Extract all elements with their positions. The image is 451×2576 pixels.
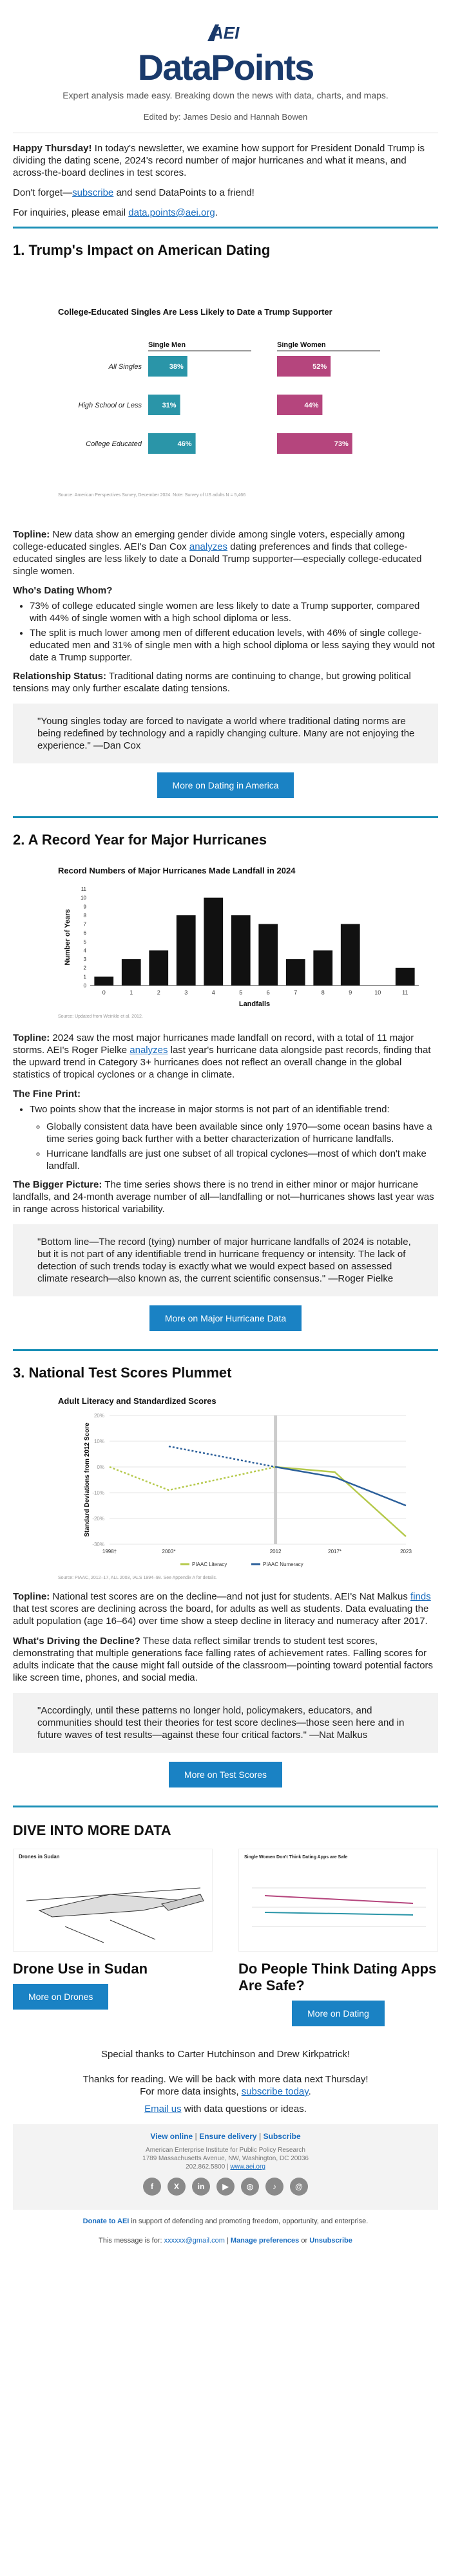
recipient-line: This message is for: xxxxxx@gmail.com | Manage preferences or Unsubscribe (99, 2237, 352, 2245)
dating-chart (13, 270, 438, 521)
topline-text-a: New data show an emerging gender divide among single voters, especially among college-educated singles. AEI's Dan Cox (13, 529, 405, 552)
series-line-dotted (169, 1446, 276, 1467)
topline-text-b: last year's hurricane data alongside past records, finding that the upward trend in Category 3+ hurricanes does not reflect an overall change in the global statistics of tropical cyclones or a change in climate. (13, 1045, 431, 1080)
youtube-icon[interactable]: ▶ (216, 2178, 235, 2196)
more-item-dating-apps (238, 1849, 438, 2026)
topline-label: Topline: (13, 1032, 50, 1043)
forward-suffix: and send DataPoints to a friend! (113, 187, 254, 198)
chart-title: Record Numbers of Major Hurricanes Made Landfall in 2024 (58, 866, 296, 875)
linkedin-icon[interactable]: in (192, 2178, 210, 2196)
footer-links: View online | Ensure delivery | Subscribe (150, 2132, 301, 2141)
data-label: 31% (162, 402, 177, 409)
series-line (276, 1467, 406, 1506)
more-data-grid (13, 1849, 438, 2026)
social-icons (13, 2178, 438, 2196)
list-item: • 73% of college educated single women are less likely to date a Trump supporter, compared with 44% of single women with a high school diploma or less. (30, 600, 438, 624)
facebook-icon[interactable]: f (143, 2178, 161, 2196)
donate-text: in support of defending and promoting freedom, opportunity, and enterprise. (129, 2217, 369, 2225)
legend-label: PIAAC Numeracy (263, 1562, 303, 1567)
bar (231, 915, 251, 985)
y-tick-label: 0% (97, 1464, 104, 1470)
aei-logo-icon (206, 22, 251, 44)
pielke-quote: "Bottom line—The record (tying) number of major hurricane landfalls of 2024 is notable, but it is not part of any identifiable trend in hurricane frequency or intensity. The lack of detection of such trends today is exactly what we would expect based on assessed climate research—also known as, the current scientific consensus." —Roger Pielke (13, 1224, 438, 1296)
bigger-picture (13, 1179, 438, 1215)
footer-subscribe-link[interactable]: Subscribe (263, 2132, 301, 2141)
hurricane-chart-svg (13, 857, 438, 1024)
x-tick-label: 2012 (269, 1549, 282, 1554)
tagline: Expert analysis made easy. Breaking down the news with data, charts, and maps. (62, 90, 389, 100)
y-tick-label: 2 (83, 965, 86, 971)
section-2-title: 2. A Record Year for Major Hurricanes (13, 832, 267, 848)
bullet-main-text: Two points show that the increase in major storms is not part of an identifiable trend: (30, 1104, 390, 1115)
driving-decline (13, 1635, 438, 1684)
x-tick-label: 0 (102, 989, 106, 996)
dating-apps-chart-icon (239, 1849, 437, 1951)
bar (177, 915, 196, 985)
x-tick-label: 11 (402, 989, 408, 996)
more-item-drones (13, 1849, 213, 2026)
subscribe-line (13, 2086, 438, 2098)
section-divider (13, 1806, 438, 1807)
chart-source: Source: Updated from Weinkle et al. 2012. (58, 1014, 143, 1019)
y-tick-label: 8 (83, 912, 86, 919)
dating-chart-svg (13, 270, 438, 521)
footer-site-link[interactable]: www.aei.org (230, 2163, 265, 2170)
y-tick-label: 5 (83, 938, 86, 945)
subscribe-suffix: . (308, 2086, 311, 2097)
thumb-title: Drones in Sudan (19, 1854, 60, 1860)
y-tick-label: 9 (83, 904, 86, 910)
x-tick-label: 2003* (162, 1549, 176, 1554)
x-tick-label: 3 (184, 989, 188, 996)
donate-line (13, 2217, 438, 2225)
data-label: 38% (169, 363, 184, 371)
closing (13, 2048, 438, 2115)
section-divider (13, 816, 438, 818)
subscribe-today-link[interactable]: subscribe today (241, 2086, 309, 2097)
recipient-prefix: This message is for: (99, 2237, 164, 2245)
series-label: Single Men (148, 341, 186, 349)
x-tick-label: 2017* (328, 1549, 342, 1554)
x-tick-label: 9 (349, 989, 352, 996)
y-tick-label: 3 (83, 957, 86, 963)
ensure-delivery-link[interactable]: Ensure delivery (199, 2132, 257, 2141)
subscribe-prefix: For more data insights, (140, 2086, 242, 2097)
x-tick-label: 2 (157, 989, 160, 996)
x-tick-label: 1 (130, 989, 133, 996)
x-twitter-icon[interactable]: X (168, 2178, 186, 2196)
test-scores-chart (13, 1390, 438, 1583)
tiktok-icon[interactable]: ♪ (265, 2178, 283, 2196)
section-1-topline (13, 528, 438, 577)
topline-label: Topline: (13, 1591, 50, 1602)
forward-paragraph (13, 187, 438, 199)
bigger-text: The time series shows there is no trend in either minor or major hurricane landfalls, and 24-month average number of all—landfalling or not—hurricanes shows last year was in range across historical variability. (13, 1179, 434, 1215)
footer-contact: 202.862.5800 | www.aei.org (186, 2163, 265, 2170)
data-label: 46% (177, 440, 192, 448)
y-tick-label: 1 (83, 974, 86, 980)
y-tick-label: -20% (92, 1516, 104, 1522)
section-divider (13, 1349, 438, 1351)
analyzes-link-2[interactable]: analyzes (130, 1045, 168, 1056)
more-drones-button[interactable]: More on Drones (13, 1984, 108, 2010)
cox-quote: "Young singles today are forced to navigate a world where traditional dating norms are being redefined by technology and a rapidly changing culture. Many are not enjoying the experience." —Dan Cox (13, 704, 438, 763)
topline-text-a: 2024 saw the most major hurricanes made landfall on record, with a total of 11 major storms. AEI's Roger Pielke (13, 1032, 414, 1056)
section-divider (13, 227, 438, 229)
x-tick-label: 8 (321, 989, 325, 996)
bigger-label: The Bigger Picture: (13, 1179, 102, 1190)
thumb-title: Single Women Don't Think Dating Apps are Safe (244, 1855, 348, 1860)
bar (396, 968, 415, 985)
x-tick-label: 7 (294, 989, 298, 996)
list-item: ◦ Hurricane landfalls are just one subset of all tropical cyclones—most of which don't make landfall. (46, 1148, 438, 1172)
editors-line: Edited by: James Desio and Hannah Bowen (143, 112, 308, 122)
drone-illustration-icon (14, 1849, 212, 1951)
footer-phone: 202.862.5800 (186, 2163, 225, 2170)
bar (313, 950, 332, 985)
brand-title: DataPoints (137, 47, 314, 88)
chart-source: Source: American Perspectives Survey, December 2024. Note: Survey of US adults N = 5,466 (58, 493, 246, 498)
category-label: All Singles (108, 363, 142, 371)
intro-paragraph (13, 142, 438, 179)
x-axis-label: Landfalls (238, 1000, 271, 1008)
brand-mark-text: AEI (211, 23, 240, 42)
bar (341, 924, 360, 985)
list-item: • The split is much lower among men of different education levels, with 46% of single college-educated men and 31% of single men with a high school diploma or less saying they would not date a Trump supporter. (30, 627, 438, 664)
x-tick-label: 5 (239, 989, 243, 996)
data-label: 52% (312, 363, 327, 371)
series-line (276, 1467, 406, 1536)
bar (286, 959, 305, 985)
series-label: Single Women (277, 341, 326, 349)
button-row (13, 1762, 438, 1787)
drones-thumbnail[interactable] (13, 1849, 213, 1952)
section-2-topline (13, 1032, 438, 1081)
email-us-suffix: with data questions or ideas. (181, 2104, 307, 2114)
more-data-title: DIVE INTO MORE DATA (13, 1822, 171, 1838)
category-label: College Educated (86, 440, 142, 448)
inquiries-prefix: For inquiries, please email (13, 207, 129, 218)
series-line-dotted (110, 1467, 276, 1490)
x-tick-label: 10 (374, 989, 381, 996)
topline-label: Topline: (13, 529, 50, 540)
thanks-reading: Thanks for reading. We will be back with more data next Thursday! (82, 2074, 369, 2085)
y-tick-label: -30% (92, 1542, 104, 1547)
threads-icon[interactable]: @ (290, 2178, 308, 2196)
more-test-scores-button[interactable]: More on Test Scores (169, 1762, 282, 1787)
unsubscribe-link[interactable]: Unsubscribe (309, 2237, 352, 2245)
button-row (13, 772, 438, 798)
bar (149, 950, 168, 985)
driving-text: These data reflect similar trends to student test scores, demonstrating that multiple generations face falling rates of achievement rates. Falling scores for adults indicate that the cause might fall outside of the classroom—pointing toward potential factors like screen time, phones, and social media. (13, 1636, 434, 1683)
inquiries-suffix: . (215, 207, 218, 218)
y-tick-label: 4 (83, 947, 86, 954)
button-row (13, 1305, 438, 1331)
button-row (238, 2001, 438, 2026)
x-tick-label: 4 (211, 989, 215, 996)
subscribe-link[interactable]: subscribe (72, 187, 114, 198)
section-2-bullets (13, 1103, 438, 1172)
y-axis-label: Standard Deviations from 2012 Score (84, 1423, 91, 1537)
footer-address: 1789 Massachusetts Avenue, NW, Washington, DC 20036 (142, 2155, 309, 2162)
greeting: Happy Thursday! (13, 143, 92, 154)
dating-apps-heading: Do People Think Dating Apps Are Safe? (238, 1961, 437, 1993)
category-label: High School or Less (78, 402, 142, 409)
driving-label: What's Driving the Decline? (13, 1636, 140, 1647)
fine-print-heading: The Fine Print: (13, 1088, 81, 1099)
finds-link[interactable]: finds (410, 1591, 431, 1602)
chart-source: Source: PIAAC, 2012–17, ALL 2003, IALS 1994–98. See Appendix A for details. (58, 1576, 217, 1580)
more-dating-button[interactable]: More on Dating in America (157, 772, 294, 798)
instagram-icon[interactable]: ◎ (241, 2178, 259, 2196)
malkus-quote: "Accordingly, until these patterns no longer hold, policymakers, educators, and communities should test their theories for test score declines—those seen here and in future waves of test results—against these four critical factors." —Nat Malkus (13, 1693, 438, 1753)
topline-text-a: National test scores are on the decline—and not just for students. AEI's Nat Malkus (50, 1591, 411, 1602)
y-tick-label: 10 (81, 895, 86, 901)
data-label: 44% (304, 402, 319, 409)
thanks-line: Special thanks to Carter Hutchinson and Drew Kirkpatrick! (101, 2049, 350, 2060)
y-tick-label: 20% (93, 1413, 104, 1419)
more-dating-apps-button[interactable]: More on Dating (292, 2001, 385, 2026)
who-heading: Who's Dating Whom? (13, 585, 113, 596)
email-body (13, 0, 438, 2245)
test-scores-chart-svg (13, 1390, 438, 1583)
chart-title: Adult Literacy and Standardized Scores (58, 1396, 216, 1406)
list-item: ◦ Globally consistent data have been available since only 1970—some ocean basins have a time series going back further with a better characterization of hurricane landfalls. (46, 1121, 438, 1145)
recipient-email: xxxxxx@gmail.com (164, 2237, 225, 2245)
x-tick-label: 1998† (102, 1549, 117, 1554)
section-3-title: 3. National Test Scores Plummet (13, 1365, 232, 1381)
intro (13, 142, 438, 219)
footer-org: American Enterprise Institute for Public Policy Research (146, 2147, 305, 2154)
y-tick-label: 7 (83, 921, 86, 928)
list-item (30, 1103, 438, 1172)
view-online-link[interactable]: View online (150, 2132, 193, 2141)
y-tick-label: 0 (83, 983, 86, 989)
manage-preferences-link[interactable]: Manage preferences (230, 2237, 300, 2245)
drones-heading: Drone Use in Sudan (13, 1961, 148, 1977)
dating-apps-thumbnail[interactable] (238, 1849, 438, 1952)
x-tick-label: 6 (266, 989, 270, 996)
y-tick-label: -10% (92, 1490, 104, 1496)
bar (204, 898, 223, 985)
bar (258, 924, 278, 985)
or-text: or (299, 2237, 310, 2245)
data-label: 73% (334, 440, 349, 448)
section-3-topline (13, 1591, 438, 1627)
header-logo (13, 0, 438, 90)
more-hurricane-button[interactable]: More on Major Hurricane Data (149, 1305, 302, 1331)
email-us-link[interactable]: Email us (144, 2104, 182, 2114)
y-axis-label: Number of Years (64, 909, 72, 966)
chart-title: College-Educated Singles Are Less Likely to Date a Trump Supporter (58, 307, 332, 317)
email-link[interactable]: data.points@aei.org (128, 207, 215, 218)
bar (122, 959, 141, 985)
topline-text-b: that test scores are declining across the board, for adults as well as students. Data evaluating the adult population (age 16–64) over time show a steep decline in literacy and numeracy after 2017. (13, 1603, 429, 1627)
section-1-bullets (13, 600, 438, 664)
y-tick-label: 10% (93, 1439, 104, 1444)
donate-link[interactable]: Donate to AEI (82, 2217, 130, 2225)
legend-label: PIAAC Literacy (192, 1562, 227, 1567)
bar (94, 976, 113, 985)
section-1-title: 1. Trump's Impact on American Dating (13, 242, 271, 258)
inquiries-paragraph (13, 207, 438, 219)
status-label: Relationship Status: (13, 671, 107, 682)
footer (13, 2124, 438, 2210)
hurricane-chart (13, 857, 438, 1024)
topline-text-b: dating preferences and finds that college-educated singles are less likely to date a Donald Trump supporter—especially college-educated single women. (13, 541, 422, 577)
intro-text: In today's newsletter, we examine how support for President Donald Trump is dividing the dating scene, 2024's record number of major hurricanes and what it means, and across-the-board declines in test scores. (13, 143, 425, 178)
status-text: Traditional dating norms are continuing to change, but growing political tensions may only further escalate dating tensions. (13, 671, 411, 694)
email-us-line (13, 2103, 438, 2115)
relationship-status (13, 670, 438, 695)
y-tick-label: 11 (81, 886, 86, 892)
y-tick-label: 6 (83, 930, 86, 937)
forward-prefix: Don't forget— (13, 187, 73, 198)
analyzes-link-1[interactable]: analyzes (189, 541, 228, 552)
x-tick-label: 2023 (400, 1549, 412, 1554)
